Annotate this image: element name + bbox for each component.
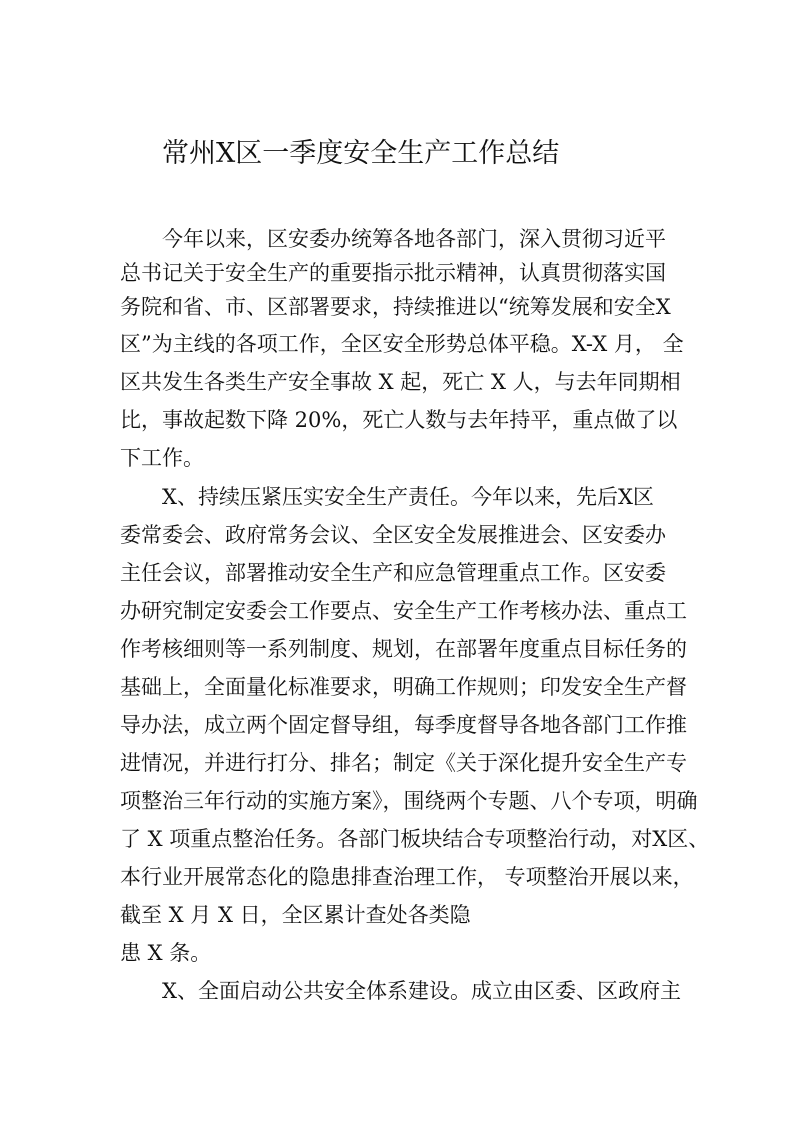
body-line: 下工作。 [120,446,204,470]
body-line: 患 X 条。 [120,941,212,965]
body-line: 导办法，成立两个固定督导组，每季度督导各地各部门工作推 [120,713,687,737]
body-line: 委常委会、政府常务会议、全区安全发展推进会、区安委办 [120,523,666,547]
body-line: 总书记关于安全生产的重要指示批示精神，认真贯彻落实国 [120,261,666,285]
body-line: 作考核细则等一系列制度、规划，在部署年度重点目标任务的 [120,637,687,661]
body-line: 本行业开展常态化的隐患排查治理工作， 专项整治开展以来， [120,865,694,889]
body-line: 办研究制定安委会工作要点、安全生产工作考核办法、重点工 [120,599,687,623]
body-line: 比，事故起数下降 20%，死亡人数与去年持平，重点做了以 [120,408,678,432]
body-line: 区共发生各类生产安全事故 X 起，死亡 X 人，与去年同期相 [120,370,681,394]
body-line: 务院和省、市、区部署要求，持续推进以“统筹发展和安全X [120,295,671,319]
body-line: X、持续压紧压实安全生产责任。今年以来，先后X区 [162,485,654,509]
body-line: 基础上，全面量化标准要求，明确工作规则；印发安全生产督 [120,675,687,699]
body-line: 截至 X 月 X 日，全区累计查处各类隐 [120,903,471,927]
body-line: 项整治三年行动的实施方案》，围绕两个专题、八个专项，明确 [120,789,698,813]
body-line: 今年以来，区安委办统筹各地各部门，深入贯彻习近平 [162,227,666,251]
body-line: 了 X 项重点整治任务。各部门板块结合专项整治行动，对X区、 [120,827,710,851]
body-line: 主任会议，部署推动安全生产和应急管理重点工作。区安委 [120,561,666,585]
body-line: X、全面启动公共安全体系建设。成立由区委、区政府主 [162,979,681,1003]
document-title: 常州X区一季度安全生产工作总结 [162,138,560,169]
body-line: 进情况，并进行打分、排名；制定《关于深化提升安全生产专 [120,751,687,775]
body-line: 区”为主线的各项工作，全区安全形势总体平稳。X-X 月， 全 [120,332,684,356]
